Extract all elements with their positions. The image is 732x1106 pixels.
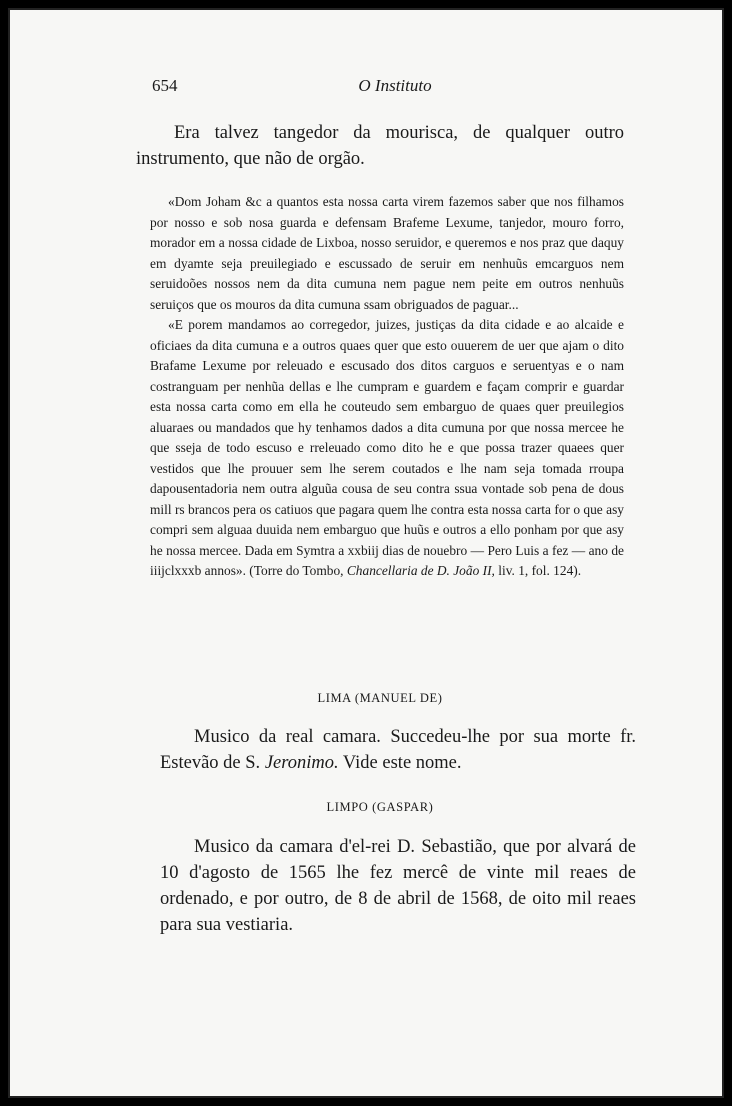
entry-heading-lima: LIMA (MANUEL DE) [317,691,443,705]
entry-text-end: Vide este nome. [342,753,462,773]
quote-paragraph-1: «Dom Joham &c a quantos esta nossa carta virem fazemos saber que nos filhamos por nosso e sob nosa guarda e defensam Brafeme Lexume, tanjedor, mouro forro, morador em a nossa cidade de Lixboa, nosso seruidor, e queremos e nos praz que daquy em dyamte seja preuilegiado e escussado de seruir em nenhuũs emcarguos nem seruidoões nossos nem da dita cumuna nem pague nem peite em outros nenhuũs seruiços que os mouros da dita cumuna ssam obriguados de paguar... [150,194,624,312]
quote-text: «E porem mandamos ao corregedor, juizes, justiças da dita cidade e ao alcaide e oficiaes da dita cumuna e a outros quaes quer que esto ouuerem de uer que ajam o dito Brafame Lexume por releuado e escusado dos ditos carguos e seruentyas e o nam costranguam per nenhũa dellas e lhe cumpram e guardem e façam comprir e guardar esta nossa carta como em ella he couteudo sem embarguo de quaes quer preuilegios aluaraes ou mandados que hy tenhamos dados a dita cumuna por que nossa mercee he que sseja de todo escuso e rreleuado como dito he e que possa trazer quaees quer vestidos que lhe prouuer sem lhe serem coutados e lhe nam seja tomada rroupa dapousentadoria nem outra alguũa cousa de seu contra ssua vontade sob pena de dous mill rs brancos pera os catiuos que pagara quem lhe contra esta nossa carta for o que asy compri sem alguaa duuida nem embarguo que huũs e outros a ello ponham por que asy he nossa mercee. Dada em Symtra a xxbiij dias de nouebro — Pero Luis a fez — ano de iiijclxxxb annos». (Torre do Tombo, [150,317,624,578]
source-title: Chancellaria de D. João II, [346,563,495,578]
document-quote [150,192,624,582]
entry-name-italic: Jeronimo. [264,753,339,773]
entry-text: Musico da real camara. Succedeu-lhe por sua morte fr. Estevão de S. [160,727,636,773]
running-title: O Instituto [358,76,432,95]
entry-heading-limpo: LIMPO (GASPAR) [326,800,434,814]
entry-body-lima [160,724,636,776]
entry-body-limpo: Musico da camara d'el-rei D. Sebastião, que por alvará de 10 d'agosto de 1565 lhe fez mercê de vinte mil reaes de ordenado, e por outro, de 8 de abril de 1568, de oito mil reaes para sua vestiaria. [160,837,636,935]
page-number: 654 [152,76,178,95]
book-page [8,8,724,1098]
quote-paragraph-2 [150,315,624,582]
intro-paragraph: Era talvez tangedor da mourisca, de qualquer outro instrumento, que não de orgão. [136,123,624,169]
source-reference: liv. 1, fol. 124). [498,563,582,578]
